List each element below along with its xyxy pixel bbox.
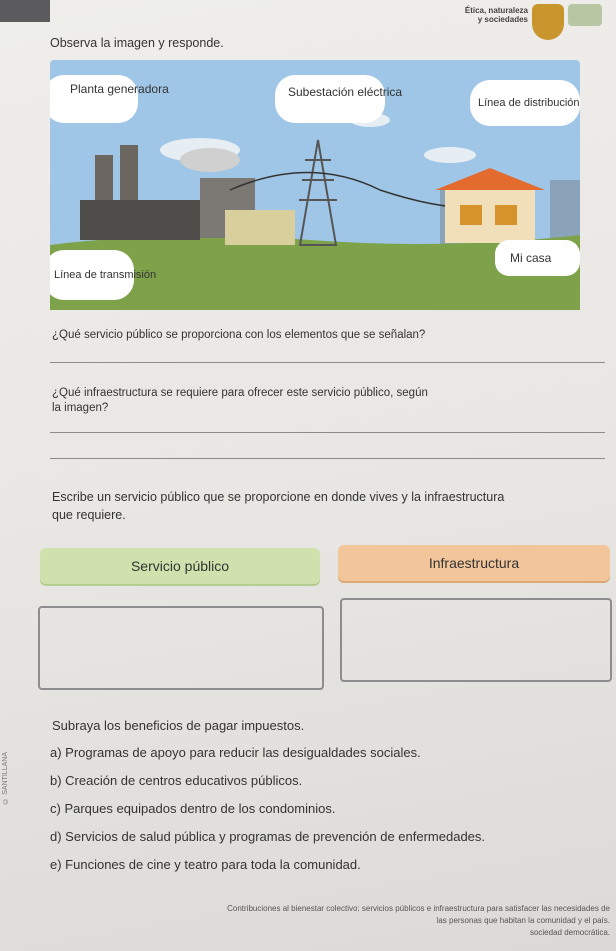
column-header-infrastructure bbox=[338, 545, 610, 581]
page-corner-band bbox=[0, 0, 50, 22]
subject-line-2: y sociedades bbox=[477, 15, 528, 24]
answer-line-2[interactable] bbox=[50, 432, 605, 433]
substation-label-bubble bbox=[275, 75, 385, 123]
instruction-text: Observa la imagen y responde. bbox=[50, 36, 224, 50]
task-line-2: que requiere. bbox=[52, 508, 126, 522]
footer-line-2: las personas que habitan la comunidad y el país. bbox=[436, 916, 610, 925]
underline-task: Subraya los beneficios de pagar impuestos. bbox=[52, 718, 305, 733]
option-e[interactable]: e) Funciones de cine y teatro para toda la comunidad. bbox=[50, 857, 361, 872]
plant-label: Planta generadora bbox=[70, 82, 169, 96]
publisher-mark: © SANTILLANA bbox=[2, 752, 9, 804]
column-header-infrastructure-text: Infraestructura bbox=[428, 555, 520, 571]
house-window bbox=[495, 205, 517, 225]
power-plant bbox=[80, 200, 200, 240]
infrastructure-answer-box[interactable] bbox=[340, 598, 612, 682]
house bbox=[445, 188, 535, 243]
public-service-answer-box[interactable] bbox=[38, 606, 324, 690]
option-c[interactable]: c) Parques equipados dentro de los condominios. bbox=[50, 801, 336, 816]
footer-line-1: Contribuciones al bienestar colectivo: servicios públicos e infraestructura para satisfacer las necesidades de bbox=[227, 904, 610, 913]
question-2-line-1: ¿Qué infraestructura se requiere para ofrecer este servicio público, según bbox=[52, 387, 428, 399]
option-d[interactable]: d) Servicios de salud pública y programas de prevención de enfermedades. bbox=[50, 829, 486, 844]
subject-header bbox=[465, 6, 528, 24]
power-grid-illustration bbox=[50, 60, 580, 310]
question-1: ¿Qué servicio público se proporciona con los elementos que se señalan? bbox=[52, 329, 426, 341]
cloud bbox=[424, 147, 476, 163]
answer-line-1[interactable] bbox=[50, 362, 605, 363]
transformer bbox=[225, 210, 295, 245]
house-window bbox=[460, 205, 482, 225]
distribution-label: Línea de distribución bbox=[478, 97, 580, 109]
section-badge bbox=[532, 4, 564, 40]
substation-label: Subestación eléctrica bbox=[288, 85, 403, 99]
transmission-label: Línea de transmisión bbox=[54, 269, 157, 281]
smoke bbox=[180, 148, 240, 172]
option-b[interactable]: b) Creación de centros educativos públicos. bbox=[50, 773, 303, 788]
section-icon bbox=[568, 4, 602, 26]
question-2-line-2: la imagen? bbox=[52, 402, 109, 414]
subject-line-1: Ética, naturaleza bbox=[464, 6, 528, 15]
column-header-public-service bbox=[40, 548, 320, 584]
house-label: Mi casa bbox=[510, 251, 552, 265]
footer-line-3: sociedad democrática. bbox=[529, 928, 610, 937]
task-line-1: Escribe un servicio público que se proporcione en donde vives y la infraestructura bbox=[52, 490, 505, 504]
column-header-public-service-text: Servicio público bbox=[130, 558, 230, 574]
answer-line-3[interactable] bbox=[50, 458, 605, 459]
option-a[interactable]: a) Programas de apoyo para reducir las desigualdades sociales. bbox=[50, 745, 421, 760]
